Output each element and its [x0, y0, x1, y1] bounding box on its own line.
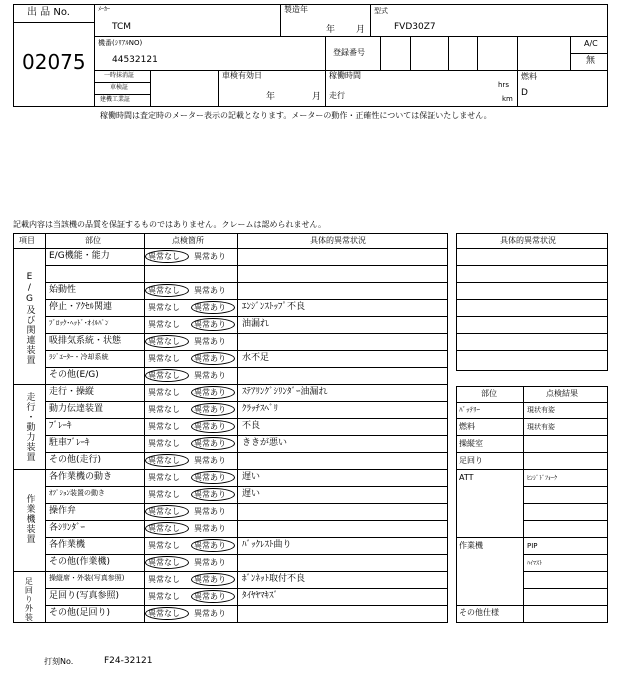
hrs-unit: hrs — [498, 81, 509, 89]
status-abnormal: 異常あり — [194, 473, 226, 482]
status-abnormal: 異常あり — [194, 337, 226, 346]
result-header-result: 点検結果 — [546, 389, 578, 398]
status-abnormal: 異常あり — [194, 405, 226, 414]
row-part: 各ｼﾘﾝﾀﾞｰ — [49, 523, 86, 533]
row-part: ﾗｼﾞｴｰﾀｰ・冷却系統 — [49, 353, 109, 361]
model-label: 型式 — [374, 7, 388, 15]
row-part: 各作業機 — [49, 540, 86, 550]
status-normal: 異常なし — [148, 405, 180, 414]
row-detail: ﾎﾞﾝﾈｯﾄ取付不良 — [242, 574, 306, 584]
status-circle-mark — [191, 437, 235, 450]
row-part: E/G機能・能力 — [49, 251, 110, 261]
row-part: ﾌﾞﾛｯｸ･ﾍｯﾄﾞ･ｵｲﾙﾊﾟﾝ — [49, 319, 109, 327]
status-abnormal: 異常あり — [194, 541, 226, 550]
row-detail: ききが悪い — [242, 438, 288, 448]
row-part: ｵﾌﾟｼｮﾝ装置の動き — [49, 489, 105, 497]
status-normal: 異常なし — [148, 252, 180, 261]
status-abnormal: 異常あり — [194, 320, 226, 329]
status-normal: 異常なし — [148, 439, 180, 448]
status-abnormal: 異常あり — [194, 456, 226, 465]
status-normal: 異常なし — [148, 592, 180, 601]
group-engine: E/G及び関連装置 — [24, 272, 35, 365]
status-circle-mark — [145, 250, 189, 263]
lot-label: 出 品 No. — [27, 7, 70, 18]
row-part: その他(作業機) — [49, 557, 111, 567]
status-normal: 異常なし — [148, 507, 180, 516]
status-normal: 異常なし — [148, 524, 180, 533]
disclaimer: 記載内容は当該機の品質を保証するものではありません。クレームは認められません。 — [13, 220, 326, 229]
row-detail: ｴﾝｼﾞﾝｽﾄｯﾌﾟ不良 — [242, 302, 306, 312]
status-circle-mark — [191, 301, 235, 314]
status-circle-mark — [145, 454, 189, 467]
status-abnormal: 異常あり — [194, 439, 226, 448]
stamp-label: 打刻No. — [44, 657, 74, 666]
row-part: 操作弁 — [49, 506, 77, 516]
maker-value: TCM — [112, 22, 132, 32]
cert-temporary: 一時抹消証 — [104, 72, 135, 79]
row-part: 動力伝達装置 — [49, 404, 104, 414]
status-circle-mark — [191, 488, 235, 501]
status-circle-mark — [145, 369, 189, 382]
row-part: 各作業機の動き — [49, 472, 113, 482]
undercarriage-label: 足回り — [459, 456, 483, 465]
right-detail-header: 具体的異常状況 — [500, 236, 556, 245]
inspection-year: 年 — [266, 92, 276, 102]
result-header-part: 部位 — [481, 389, 497, 398]
status-abnormal: 異常あり — [194, 507, 226, 516]
status-normal: 異常なし — [148, 609, 180, 618]
month-unit: 月 — [356, 25, 366, 35]
row-part: 走行・操縦 — [49, 387, 95, 397]
ac-label: A/C — [584, 39, 598, 48]
status-normal: 異常なし — [148, 575, 180, 584]
inspection-month: 月 — [312, 92, 322, 102]
year-label: 製造年 — [284, 5, 308, 14]
model-value: FVD30Z7 — [394, 22, 436, 32]
row-part: 始動性 — [49, 285, 77, 295]
other-spec-label: その他仕様 — [459, 608, 499, 617]
status-abnormal: 異常あり — [194, 354, 226, 363]
status-normal: 異常なし — [148, 354, 180, 363]
status-abnormal: 異常あり — [194, 286, 226, 295]
group-travel: 走行・動力装置 — [24, 392, 35, 462]
status-normal: 異常なし — [148, 320, 180, 329]
row-part: 吸排気系統・状態 — [49, 336, 122, 346]
battery-result: 現状有姿 — [527, 406, 555, 414]
status-circle-mark — [191, 590, 235, 603]
status-circle-mark — [145, 522, 189, 535]
row-part: ﾌﾞﾚｰｷ — [49, 421, 72, 431]
status-abnormal: 異常あり — [194, 609, 226, 618]
status-normal: 異常なし — [148, 388, 180, 397]
status-circle-mark — [191, 403, 235, 416]
att-value: ﾋﾝｼﾞﾄﾞﾌｫｰｸ — [527, 475, 558, 482]
status-normal: 異常なし — [148, 558, 180, 567]
status-circle-mark — [191, 318, 235, 331]
cab-label: 操縦室 — [459, 439, 483, 448]
status-circle-mark — [145, 335, 189, 348]
inspection-label: 車検有効日 — [222, 71, 262, 80]
status-abnormal: 異常あり — [194, 490, 226, 499]
status-normal: 異常なし — [148, 337, 180, 346]
row-detail: 油漏れ — [242, 319, 270, 329]
row-part: その他(E/G) — [49, 370, 99, 380]
status-circle-mark — [145, 607, 189, 620]
status-circle-mark — [145, 556, 189, 569]
lot-number: 02075 — [22, 50, 86, 74]
status-abnormal: 異常あり — [194, 371, 226, 380]
status-abnormal: 異常あり — [194, 575, 226, 584]
status-normal: 異常なし — [148, 303, 180, 312]
battery-label: ﾊﾞｯﾃﾘｰ — [459, 406, 480, 414]
status-circle-mark — [191, 471, 235, 484]
status-normal: 異常なし — [148, 286, 180, 295]
row-detail: ﾀｲﾔﾔﾏｷｽﾞ — [242, 591, 279, 601]
status-circle-mark — [145, 284, 189, 297]
row-detail: ﾊﾞｯｸﾚｽﾄ曲り — [242, 540, 292, 550]
status-normal: 異常なし — [148, 422, 180, 431]
row-detail: ｸﾗｯﾁｽﾍﾞﾘ — [242, 404, 279, 414]
row-detail: 水不足 — [242, 353, 270, 363]
row-detail: 遅い — [242, 489, 261, 499]
row-part: 操縦席・外装(写真参照) — [49, 574, 125, 582]
status-abnormal: 異常あり — [194, 558, 226, 567]
status-circle-mark — [191, 420, 235, 433]
ac-value: 無 — [586, 56, 596, 66]
row-part: その他(足回り) — [49, 608, 111, 618]
cert-inspection: 車検証 — [110, 84, 129, 91]
row-part: 駐車ﾌﾞﾚｰｷ — [49, 438, 90, 448]
stamp-value: F24-32121 — [104, 656, 153, 666]
status-normal: 異常なし — [148, 473, 180, 482]
status-circle-mark — [145, 505, 189, 518]
row-part: 足回り(写真参照) — [49, 591, 120, 601]
status-normal: 異常なし — [148, 456, 180, 465]
work-value-pip: PIP — [527, 542, 538, 550]
row-detail: ｽﾃｱﾘﾝｸﾞｼﾘﾝﾀﾞｰ油漏れ — [242, 387, 328, 397]
serial-label: 機番(ｼﾘｱﾙNO) — [98, 39, 143, 47]
header-check: 点検箇所 — [172, 236, 204, 245]
fuel-label: 燃料 — [521, 72, 537, 81]
fuel-value: D — [521, 88, 528, 98]
status-circle-mark — [191, 386, 235, 399]
row-detail: 不良 — [242, 421, 261, 431]
serial-value: 44532121 — [112, 55, 158, 65]
work-value-mast: ﾊｲﾏｽﾄ — [527, 560, 543, 567]
header-detail: 具体的異常状況 — [310, 236, 366, 245]
row-part: その他(走行) — [49, 455, 102, 465]
year-unit: 年 — [326, 25, 336, 35]
status-normal: 異常なし — [148, 490, 180, 499]
status-circle-mark — [191, 352, 235, 365]
km-unit: km — [502, 95, 513, 103]
status-abnormal: 異常あり — [194, 388, 226, 397]
status-abnormal: 異常あり — [194, 422, 226, 431]
maker-label: ﾒｰｶｰ — [98, 6, 111, 13]
att-label: ATT — [459, 473, 474, 482]
status-abnormal: 異常あり — [194, 252, 226, 261]
travel-label: 走行 — [329, 91, 345, 100]
header-part: 部位 — [85, 236, 101, 245]
work-label: 作業機 — [459, 541, 483, 550]
status-abnormal: 異常あり — [194, 524, 226, 533]
cert-construction: 建機工業証 — [100, 96, 131, 103]
row-part: 停止・ｱｸｾﾙ関連 — [49, 302, 113, 312]
meter-note: 稼働時間は査定時のメーター表示の記載となります。メーターの動作・正確性については保証いたしません。 — [100, 111, 492, 120]
hours-label: 稼働時間 — [329, 71, 361, 80]
status-normal: 異常なし — [148, 541, 180, 550]
status-circle-mark — [191, 539, 235, 552]
fuel-result: 現状有姿 — [527, 423, 555, 431]
row-detail: 遅い — [242, 472, 261, 482]
status-normal: 異常なし — [148, 371, 180, 380]
fuel-row-label: 燃料 — [459, 422, 475, 431]
status-circle-mark — [191, 573, 235, 586]
group-undercarriage: 足回り外装 — [24, 577, 34, 622]
status-abnormal: 異常あり — [194, 592, 226, 601]
registration-label: 登録番号 — [333, 48, 365, 57]
header-frame — [13, 4, 608, 107]
header-item: 項目 — [19, 236, 35, 245]
group-workequip: 作業機装置 — [24, 494, 35, 544]
status-abnormal: 異常あり — [194, 303, 226, 312]
